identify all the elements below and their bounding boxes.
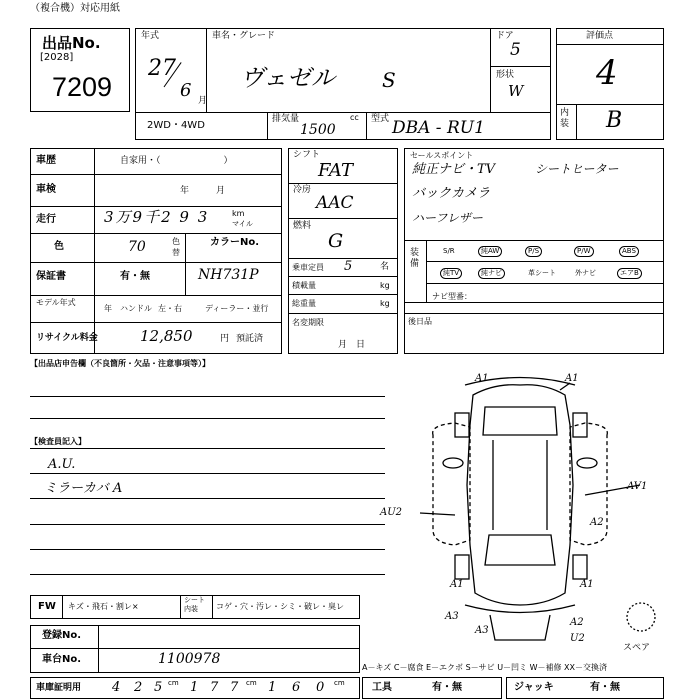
damage-mark: A1	[565, 373, 579, 384]
damage-mark: A2	[590, 517, 604, 528]
cert-unit: cm	[334, 679, 345, 687]
month-value: 6	[180, 80, 192, 101]
displacement-value: 1500	[300, 122, 336, 138]
change-label: 名変期限	[292, 318, 324, 327]
model-label: 型式	[371, 114, 390, 124]
cert-unit: cm	[168, 679, 179, 687]
inspector-label: 【検査員記入】	[30, 437, 86, 446]
cert-digit: 2	[134, 680, 143, 695]
equip-alloy: 純AW	[478, 246, 502, 257]
fuel-label: 燃料	[293, 221, 312, 231]
warranty-label: 保証書	[36, 271, 66, 282]
displacement-label: 排気量	[272, 114, 300, 124]
model-year-unit: 年	[104, 304, 112, 313]
inspector-note-2: ミラーカバ A	[44, 481, 123, 496]
spare-label: スペア	[623, 643, 651, 653]
drive-label: 2WD・4WD	[147, 120, 205, 131]
rear-label: 後日品	[408, 317, 432, 326]
equip-abs: ABS	[619, 246, 639, 257]
weight-unit: kg	[380, 299, 390, 308]
damage-mark: A3	[445, 611, 459, 622]
inspection-units: 年 月	[180, 186, 226, 196]
seat-items: コゲ・穴・汚レ・シミ・破レ・臭レ	[216, 602, 344, 611]
cert-digit: 4	[112, 680, 121, 695]
damage-mark: A1	[450, 579, 464, 590]
damage-mark: A2	[570, 617, 584, 628]
cert-unit: cm	[246, 679, 257, 687]
fw-items: キズ・飛石・割レ×	[68, 602, 139, 611]
equip-ps: P/S	[525, 246, 542, 257]
bracket-code: [2028]	[40, 52, 74, 63]
inspection-label: 車検	[36, 184, 56, 195]
shift-value: FAT	[318, 160, 353, 181]
year-label: 年式	[141, 31, 160, 41]
damage-mark: A3	[475, 625, 489, 636]
equip-leather: 革シート	[528, 269, 556, 277]
interior-label: 内装	[560, 108, 570, 129]
sales-point-2: シートヒーター	[535, 162, 619, 176]
seat-label: シート内装	[184, 596, 205, 613]
damage-mark: AU2	[380, 507, 403, 518]
month-unit: 月	[198, 96, 208, 106]
recycle-label: リサイクル料金	[36, 333, 98, 343]
vehicle-name: ヴェゼル	[240, 64, 336, 92]
cert-digit: 5	[154, 680, 163, 695]
score-label: 評価点	[586, 31, 614, 41]
jack-opts: 有・無	[590, 682, 620, 693]
ac-label: 冷房	[293, 185, 312, 195]
damage-mark: AV1	[627, 481, 648, 492]
equip-airbag: エアB	[617, 268, 642, 279]
recycle-unit: 円	[220, 334, 230, 344]
equip-sr: S/R	[443, 247, 455, 255]
tools-opts: 有・無	[432, 682, 462, 693]
damage-mark: A1	[580, 579, 594, 590]
displacement-unit: cc	[350, 113, 359, 122]
mileage-unit: km	[232, 209, 245, 218]
sales-point-3: バックカメラ	[412, 186, 491, 201]
equip-navi: 純ナビ	[478, 268, 505, 279]
year-value: 27	[148, 56, 176, 81]
mileage-label: 走行	[36, 214, 56, 225]
recycle-deposit: 預託済	[236, 334, 264, 344]
capacity-value: 5	[344, 259, 353, 274]
color-value: 70	[128, 239, 146, 255]
load-label: 積載量	[292, 281, 316, 290]
damage-legend: A－キズ C－腐食 E－エクボ S－サビ U－凹ミ W－補修 XX－交換済	[362, 663, 608, 672]
chassis-label: 車台No.	[42, 654, 82, 665]
left-info-block	[30, 148, 282, 354]
fuel-value: G	[328, 230, 344, 252]
report-label: 【出品店申告欄（不良箇所・欠品・注意事項等）】	[30, 359, 210, 368]
cert-digit: 6	[292, 680, 301, 695]
damage-mark: A1	[475, 373, 489, 384]
handle-label: ハンドル	[120, 304, 152, 313]
sales-label: セールスポイント	[410, 151, 474, 160]
lot-label: 出品No.	[42, 34, 101, 52]
cert-digit: 7	[230, 680, 239, 695]
handle-opts: 左・右	[158, 304, 182, 313]
change-units: 月 日	[338, 340, 366, 350]
jack-label: ジャッキ	[514, 682, 554, 693]
cert-digit: 0	[316, 680, 325, 695]
mileage-value: 3万9千2 9 3	[104, 208, 210, 226]
interior-score: B	[606, 108, 623, 133]
color-label: 色	[54, 241, 64, 252]
dealer-label: ディーラー・並行	[205, 304, 269, 313]
doors-value: 5	[510, 40, 521, 60]
history-opts: 自家用・（ ）	[120, 156, 233, 166]
weight-label: 総重量	[292, 299, 316, 308]
tools-label: 工具	[372, 682, 392, 693]
cert-digit: 1	[190, 680, 199, 695]
body-label: 形状	[496, 70, 515, 80]
equip-pw: P/W	[574, 246, 594, 257]
equipment-label: 装備	[410, 248, 420, 269]
history-label: 車歴	[36, 155, 56, 166]
mile-unit: マイル	[232, 220, 253, 228]
equip-ext-navi: 外ナビ	[575, 269, 596, 277]
cert-label: 車庫証明用	[36, 683, 82, 693]
form-note: （複合機）対応用紙	[30, 3, 120, 14]
ac-value: AAC	[316, 193, 354, 213]
vehicle-grade: S	[382, 68, 396, 92]
name-label: 車名・グレード	[212, 31, 276, 41]
body-value: W	[508, 82, 524, 100]
score-value: 4	[596, 53, 618, 93]
doors-label: ドア	[496, 31, 514, 41]
sales-point-1: 純正ナビ・TV	[412, 162, 496, 177]
color-change-label: 色替	[172, 237, 180, 257]
load-unit: kg	[380, 281, 390, 290]
chassis-value: 1100978	[158, 651, 221, 667]
sales-point-4: ハーフレザー	[412, 211, 483, 225]
warranty-opts: 有・無	[120, 271, 150, 282]
model-year-label: モデル年式	[36, 298, 76, 307]
equip-tv: 純TV	[440, 268, 462, 279]
capacity-unit: 名	[380, 262, 390, 272]
lot-number: 7209	[52, 72, 113, 102]
inspector-note-1: A.U.	[48, 457, 76, 472]
reg-label: 登録No.	[42, 630, 82, 641]
model-value: DBA - RU1	[392, 118, 485, 138]
color-no-value: NH731P	[198, 267, 259, 283]
damage-mark: U2	[570, 633, 585, 644]
capacity-label: 乗車定員	[292, 263, 324, 272]
color-no-label: カラーNo.	[210, 237, 260, 248]
shift-label: シフト	[293, 150, 321, 160]
car-damage-diagram	[380, 365, 700, 665]
cert-digit: 1	[268, 680, 277, 695]
recycle-fee: 12,850	[140, 327, 193, 345]
navi-note: ナビ型番：	[432, 292, 472, 301]
fw-label: FW	[38, 601, 56, 612]
cert-digit: 7	[210, 680, 219, 695]
